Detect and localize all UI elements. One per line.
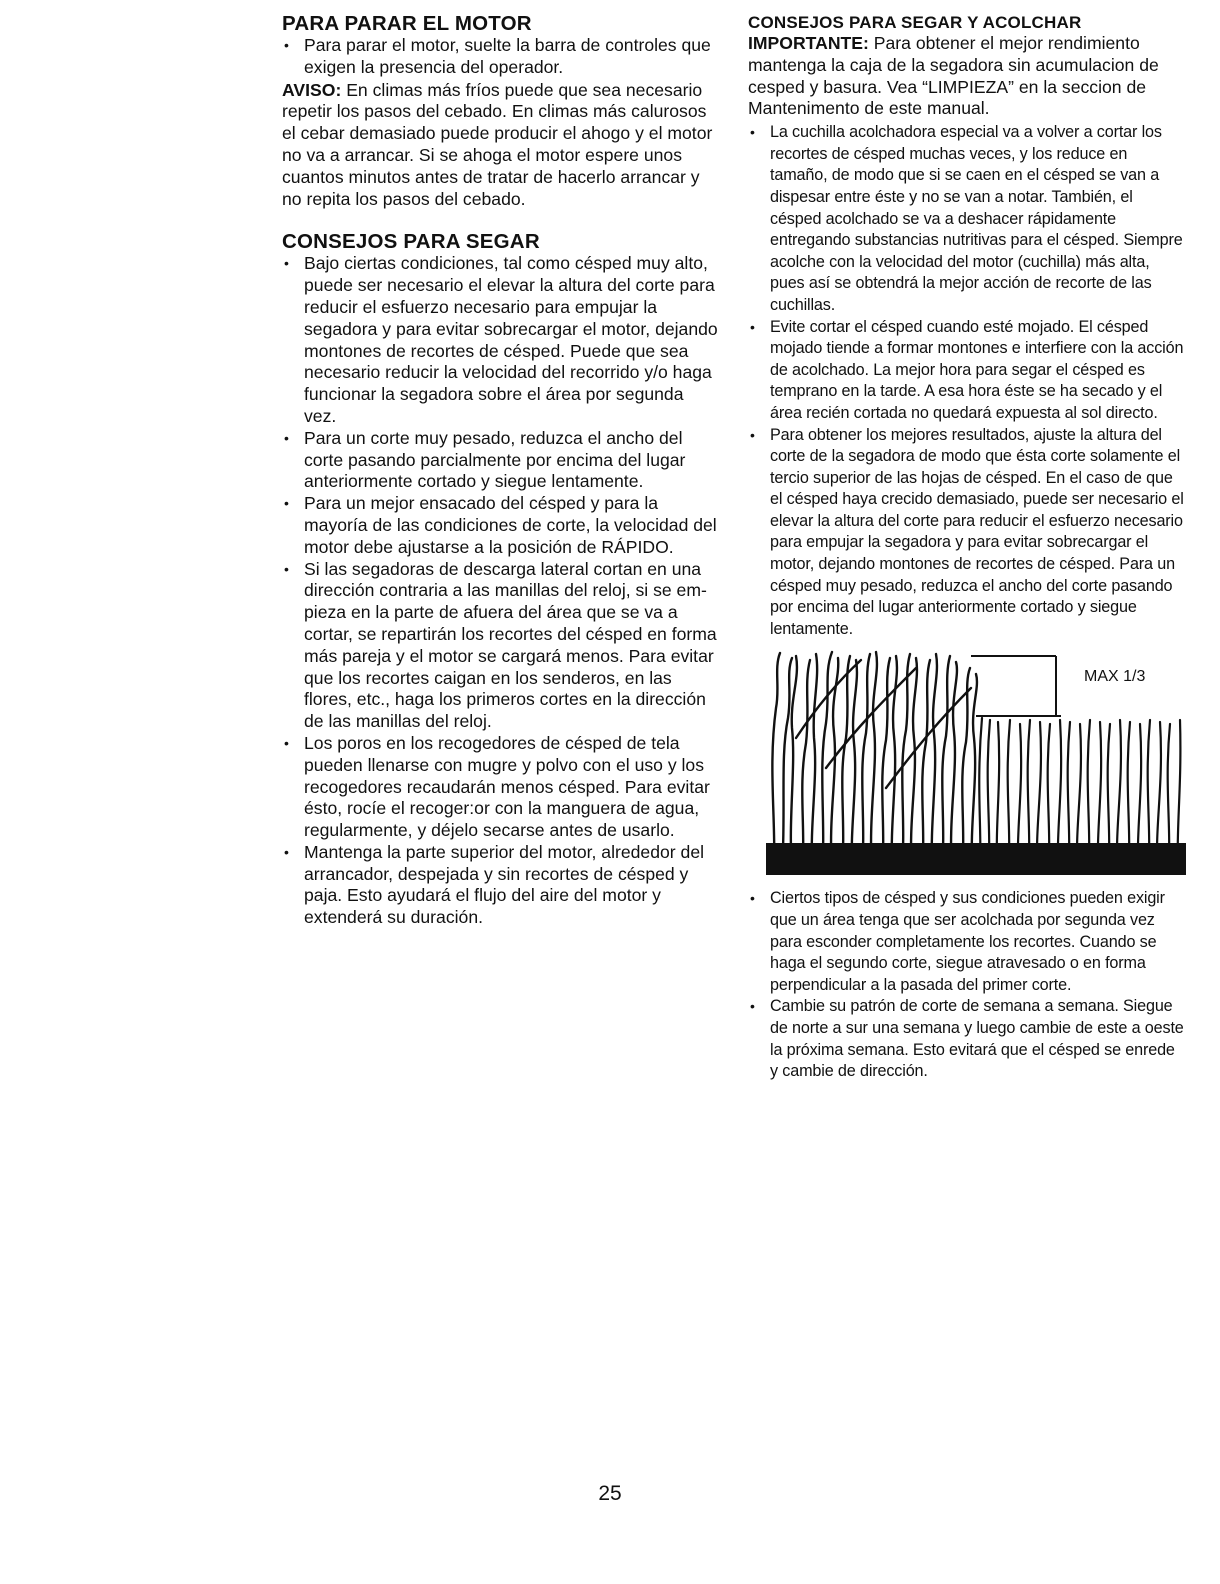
stop-engine-heading: PARA PARAR EL MOTOR bbox=[282, 12, 532, 35]
right-column bbox=[748, 12, 1186, 1083]
list-item: • Cambie su patrón de corte de semana a semana. Siegue de norte a sur una semana y luego cambie de este a oeste la próxima semana. Esto evitará que el césped se enrede y cambie de dirección. bbox=[750, 997, 1184, 1081]
list-item: • Ciertos tipos de césped y sus condiciones pueden exigir que un área tenga que ser acolchada por segunda vez para esconder completamente los recortes. Cuando se haga el segundo corte, siegue atravesado o en forma perpendicular a la pasada del primer corte. bbox=[750, 889, 1165, 994]
left-column bbox=[282, 12, 720, 929]
bullet-icon: • bbox=[284, 429, 289, 446]
mowing-tips-list bbox=[282, 253, 720, 929]
stop-engine-list bbox=[282, 35, 720, 79]
mulching-tips-list-continued bbox=[748, 888, 1186, 1082]
bullet-icon: • bbox=[750, 318, 755, 335]
bullet-icon: • bbox=[750, 124, 755, 141]
list-item: • Bajo ciertas condiciones, tal como césped muy alto, puede ser necesario el elevar la altura del corte para reducir el esfuerzo necesario para empujar la segadora y para evitar sobrecargar el motor, dejando montones de recortes de césped. Puede que sea necesario reducir la velocidad del recorrido y/o haga funcionar la segadora sobre el área por segunda vez. bbox=[284, 253, 718, 426]
list-item: • Si las segadoras de descarga lateral cortan en una dirección contraria a las manillas del reloj, si se em-pieza en la parte de afuera del área que se va a cortar, se repartirán los recortes del césped en forma más pareja y el motor se cargará menos. Para evitar que los recortes caigan en los senderos, en las flores, etc., haga los primeros cortes en la dirección de las manillas del reloj. bbox=[284, 558, 717, 732]
bullet-icon: • bbox=[750, 998, 755, 1015]
bullet-icon: • bbox=[284, 495, 289, 512]
important-paragraph bbox=[748, 33, 1186, 120]
list-item: • Para parar el motor, suelte la barra de controles que exigen la presencia del operador. bbox=[284, 35, 711, 77]
bullet-icon: • bbox=[284, 37, 289, 53]
bullet-icon: • bbox=[750, 890, 755, 907]
max-one-third-label: MAX 1/3 bbox=[1084, 668, 1146, 686]
list-item: • Mantenga la parte superior del motor, alrededor del arrancador, despejada y sin recortes de césped y paja. Esto ayudará el flujo del aire del motor y extenderá su duración. bbox=[284, 841, 705, 928]
list-item: • Para un corte muy pesado, reduzca el ancho del corte pasando parcialmente por encima del lugar anteriormente cortado y siegue lentamente. bbox=[284, 427, 686, 492]
bullet-icon: • bbox=[284, 734, 289, 751]
notice-label: AVISO: bbox=[282, 79, 342, 100]
page-number: 25 bbox=[598, 1482, 622, 1505]
list-item: • Para un mejor ensacado del césped y para la mayoría de las condiciones de corte, la velocidad del motor debe ajustarse a la posición de RÁPIDO. bbox=[284, 493, 717, 557]
list-item: • Evite cortar el césped cuando esté mojado. El césped mojado tiende a formar montones e interfiere con la acción de acolchado. La mejor hora para segar el césped es temprano en la tarde. A esa hora éste se ha secado y el área recién cortada no quedará expuesta al sol directo. bbox=[750, 317, 1184, 422]
notice-text: En climas más fríos puede que sea necesario repetir los pasos del cebado. En climas más calurosos el cebar demasiado puede producir el ahogo y el motor no va a arrancar. Si se ahoga el motor espere unos cuantos minutos antes de tratar de hacerlo arrancar y no repita los pasos del cebado. bbox=[282, 79, 713, 209]
bullet-icon: • bbox=[750, 426, 755, 443]
important-label: IMPORTANTE: bbox=[748, 33, 869, 53]
list-item: • Los poros en los recogedores de césped de tela pueden llenarse con mugre y polvo con el uso y los recogedores recaudarán menos césped. Para evitar ésto, rocíe el recoger:or con la manguera de agua, regularmente, y déjelo secarse antes de usarlo. bbox=[284, 732, 710, 841]
list-item: • La cuchilla acolchadora especial va a volver a cortar los recortes de césped muchas veces, y los reduce en tamaño, de modo que si se caen en el césped se van a dispesar entre éste y no se van a notar. También, el césped acolchado se va a deshacer rápidamente entregando substancias nutritivas para el césped. Siempre acolche con la velocidad del motor (cuchilla) más alta, pues así se obtendrá la mejor acción de recorte de las cuchillas. bbox=[750, 123, 1183, 314]
important-text: Para obtener el mejor rendimiento mantenga la caja de la segadora sin acumulacion de cesped y basura. Vea “LIMPIEZA” en la seccion de Mantenimento de este manual. bbox=[748, 33, 1159, 119]
bullet-icon: • bbox=[284, 560, 289, 577]
mulching-tips-list bbox=[748, 122, 1186, 640]
grass-cut-height-illustration bbox=[766, 648, 1186, 878]
mowing-tips-heading: CONSEJOS PARA SEGAR bbox=[282, 230, 540, 254]
notice-paragraph bbox=[282, 80, 720, 211]
bullet-icon: • bbox=[284, 255, 289, 272]
mulching-tips-heading: CONSEJOS PARA SEGAR Y ACOLCHAR bbox=[748, 13, 1082, 32]
list-item: • Para obtener los mejores resultados, ajuste la altura del corte de la segadora de modo que ésta corte solamente el tercio superior de las hojas de césped. En el caso de que el césped haya crecido demasiado, puede ser necesario el elevar la altura del corte para reducir el esfuerzo necesario para empujar la segadora y para evitar sobrecargar el motor, dejando montones de recortes de césped. Para un césped muy pesado, reduzca el ancho del corte pasando por encima del lugar anteriormente cortado y siegue lentamente. bbox=[750, 425, 1184, 638]
bullet-icon: • bbox=[284, 843, 289, 860]
